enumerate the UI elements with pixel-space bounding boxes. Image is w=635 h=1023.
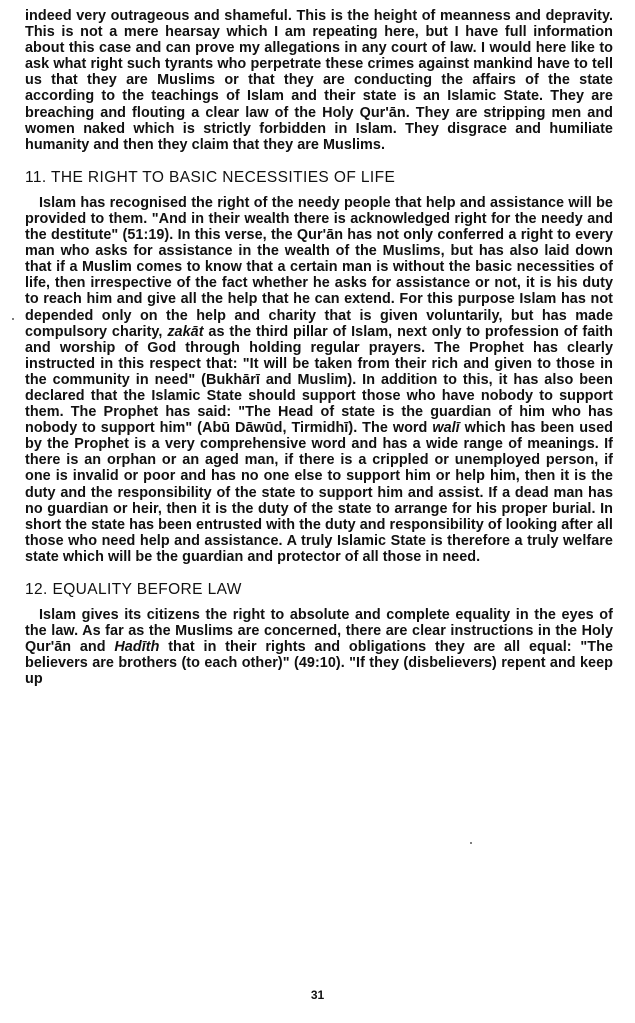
section-11-heading: 11. THE RIGHT TO BASIC NECESSITIES OF LIFE xyxy=(25,168,396,186)
section-12-paragraph xyxy=(25,607,613,687)
section-11-text-b: as the third pillar of Islam, next only to profession of faith and worship of God through holding regular prayers. The Prophet has clearly instructed in this respect that: "It will be taken from their rich and given to those in the community in need" (Bukhārī and Muslim). In addition to this, it has also been declared that the Islamic State should support those who have nobody to support them. The Prophet has said: "The Head of state is the guardian of him who has nobody to support him" (Abū Dāwūd, Tirmidhī). The word xyxy=(25,323,613,437)
section-11-text-a: Islam has recognised the right of the needy people that help and assistance will be provided to them. "And in their wealth there is acknowledged right for the needy and the destitute" (51:19). In this verse, the Qur'ān has not only conferred a right to every man who asks for assistance in the wealth of the Muslims, but has also laid down that if a Muslim comes to know that a certain man is without the basic necessities of life, then irrespective of the fact whether he asks for assistance or not, it is his duty to reach him and give all the help that he can extend. For this purpose Islam has not depended only on the help and charity that is given voluntarily, but has made compulsory charity, xyxy=(25,194,613,340)
page-number: 31 xyxy=(310,988,325,1002)
section-12-text-a: Islam gives its citizens the right to absolute and complete equality in the eyes of the law. As far as the Muslims are concerned, there are clear instructions in the Holy Qur'ān and xyxy=(25,607,613,656)
section-11-paragraph xyxy=(25,195,613,565)
scan-speck xyxy=(12,318,14,320)
paragraph-continuation: indeed very outrageous and shameful. This is the height of meanness and depravity. This is not a mere hearsay which I am repeating here, but I have full information about this case and can prove my allegations in any court of law. I would here like to ask what right such tyrants who perpetrate these crimes against mankind have to tell us that they are Muslims or that they are conducting the affairs of the state according to the teachings of Islam and their state is an Islamic State. They are breaching and flouting a clear law of the Holy Qur'ān. They are stripping men and women naked which is strictly forbidden in Islam. They disgrace and humiliate humanity and then they claim that they are Muslims. xyxy=(25,8,613,153)
term-hadith: Hadīth xyxy=(114,639,160,656)
section-12-heading: 12. EQUALITY BEFORE LAW xyxy=(25,581,242,598)
document-page xyxy=(25,8,613,687)
section-11-text-c: which has been used by the Prophet is a very comprehensive word and has a wide range of meanings. If there is an orphan or an aged man, if there is a crippled or unemployed person, if one is invalid or poor and has no one else to support him or help him, then it is the duty and the responsibility of the state to support him and assist. If a dead man has no guardian or heir, then it is the duty of the state to arrange for his proper burial. In short the state has been entrusted with the duty and responsibility of looking after all those who need help and assistance. A truly Islamic State is therefore a truly welfare state which will be the guardian and protector of all those in need. xyxy=(25,420,613,565)
scan-speck xyxy=(470,842,472,844)
term-wali: walī xyxy=(432,420,460,437)
term-zakat: zakāt xyxy=(167,323,204,340)
section-12-text-b: that in their rights and obligations they are all equal: "The believers are brothers (to each other)" (49:10). "If they (disbelievers) repent and keep up xyxy=(25,639,613,688)
